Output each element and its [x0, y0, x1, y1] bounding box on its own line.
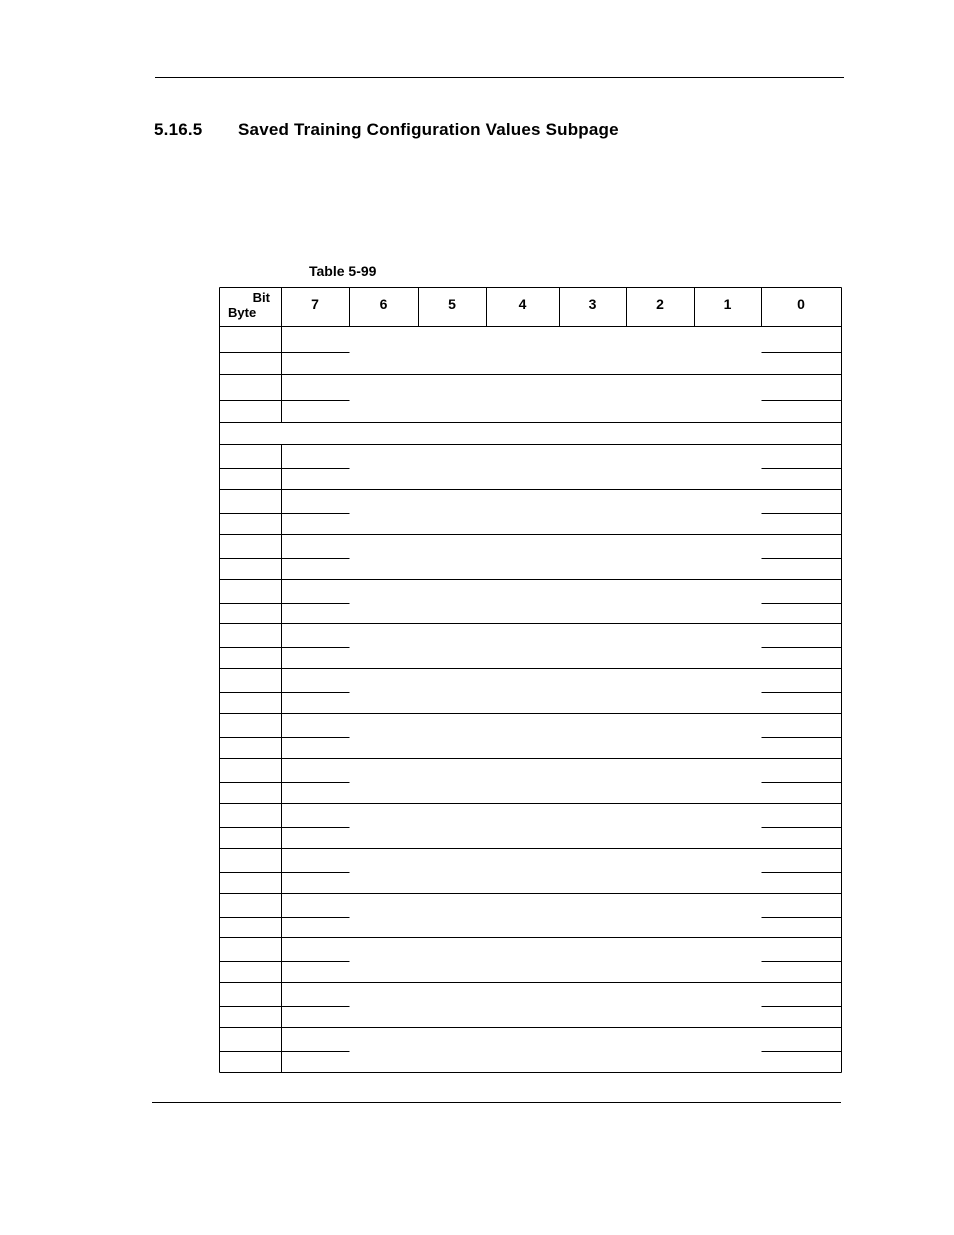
header-rule	[155, 77, 844, 78]
section-title: Saved Training Configuration Values Subpage	[238, 120, 619, 139]
bit-header-3: 3	[588, 296, 597, 312]
footer-rule	[152, 1102, 841, 1103]
section-heading	[154, 120, 619, 140]
corner-byte-label: Byte	[228, 305, 257, 320]
bitmap-grid	[219, 287, 842, 1073]
bit-header-2: 2	[656, 296, 664, 312]
bit-header-5: 5	[448, 296, 456, 312]
bitmap-table	[219, 287, 842, 1073]
section-number: 5.16.5	[154, 120, 203, 139]
bit-header-4: 4	[518, 296, 527, 312]
bit-header-1: 1	[723, 296, 732, 312]
bit-header-0: 0	[797, 296, 805, 312]
bit-header-7: 7	[311, 296, 319, 312]
corner-bit-label: Bit	[252, 290, 270, 305]
bit-header-6: 6	[379, 296, 388, 312]
grid-lines	[220, 288, 842, 1073]
table-caption: Table 5-99	[309, 263, 377, 279]
bit-header-row	[311, 296, 805, 312]
